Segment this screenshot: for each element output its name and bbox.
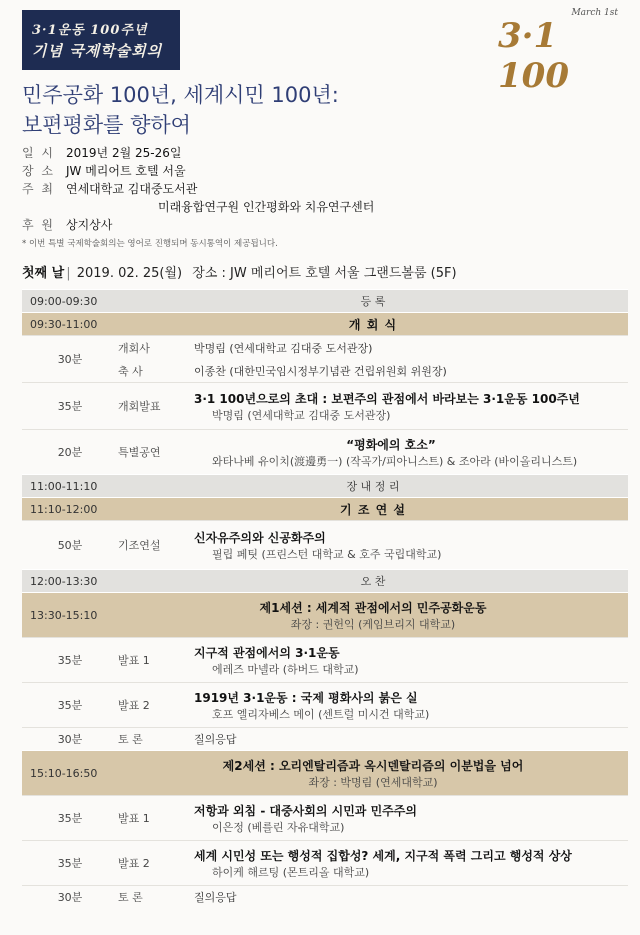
role-cell: 축 사 [118,364,143,378]
meta-host-2: 미래융합연구원 인간평화와 치유연구센터 [158,200,375,214]
content-cell [194,683,628,728]
day-date: 2019. 02. 25(월) [76,266,183,281]
talk-title: 저항과 외침 - 대중사회의 시민과 민주주의 [194,803,417,818]
content-cell [194,383,628,430]
role-cell: 개회발표 [118,383,194,430]
meta-venue: 장 소 JW 메리어트 호텔 서울 [22,164,186,178]
role-cell: 토 론 [118,886,194,909]
duration-cell: 35분 [22,841,118,886]
schedule-row-opening-address [22,336,628,360]
content-cell: 이종찬 (대한민국임시정부기념관 건립위원회 위원장) [194,364,447,378]
schedule-row-s2-talk-1 [22,796,628,841]
speaker: 필립 페팃 (프린스턴 대학교 & 호주 국립대학교) [212,547,442,561]
duration-cell: 30분 [22,886,118,909]
row-label: 개 회 식 [118,313,628,336]
talk-title: “평화에의 호소” [346,437,436,452]
brand-mark [498,6,618,96]
row-label: 등 록 [118,290,628,313]
day-header: 첫째 날 | 2019. 02. 25(월) 장소 : JW 메리어트 호텔 서울 그랜드볼룸 (5F) [22,266,457,281]
duration-cell: 35분 [22,383,118,430]
session-chair: 좌장 : 박명림 (연세대학교) [308,775,438,789]
content-cell [194,841,628,886]
time-cell: 15:10-16:50 [22,751,118,796]
meta-date: 일 시 2019년 2월 25-26일 [22,146,182,160]
speaker: 하이케 해르팅 (몬트리올 대학교) [212,865,370,879]
schedule-row-lunch [22,570,628,593]
talk-title: 1919년 3·1운동 : 국제 평화사의 붉은 실 [194,690,418,705]
duration-cell: 30분 [22,336,118,383]
speaker: 박명림 (연세대학교 김대중 도서관장) [212,408,391,422]
talk-title: 지구적 관점에서의 3·1운동 [194,645,340,660]
schedule-row-s2-discussion [22,886,628,909]
schedule-row-s1-talk-2 [22,683,628,728]
session-cell [118,593,628,638]
duration-cell: 30분 [22,728,118,751]
schedule-row-session-2 [22,751,628,796]
day-venue: 장소 : JW 메리어트 호텔 서울 그랜드볼룸 (5F) [192,266,457,281]
role-cell: 발표 1 [118,638,194,683]
brand-number: 3·1 100 [498,16,569,96]
speaker: 에레즈 마넬라 (하버드 대학교) [212,662,359,676]
schedule-row-keynote-speech [22,521,628,570]
title-line-2: 보편평화를 향하여 [22,113,191,137]
speaker: 호프 엘리자베스 메이 (센트럴 미시건 대학교) [212,707,430,721]
role-cell: 발표 2 [118,841,194,886]
duration-cell: 35분 [22,796,118,841]
schedule-row-s1-talk-1 [22,638,628,683]
session-chair: 좌장 : 권헌익 (케임브리지 대학교) [290,617,456,631]
content-cell: 질의응답 [194,728,628,751]
talk-title: 3·1 100년으로의 초대 : 보편주의 관점에서 바라보는 3·1운동 100주년 [194,391,580,406]
content-cell: 질의응답 [194,886,628,909]
talk-title: 세계 시민성 또는 행성적 집합성? 세계, 지구적 폭력 그리고 행성적 상상 [194,848,572,863]
meta-sponsor: 후 원 상지상사 [22,218,113,232]
speaker: 와타나베 유이치(渡邊勇一) (작곡가/피아니스트) & 조아라 (바이올리니스트) [212,454,578,468]
logo-line-2: 기념 국제학술회의 [32,42,163,60]
role-cell: 토 론 [118,728,194,751]
schedule-row-s1-discussion [22,728,628,751]
time-cell: 12:00-13:30 [22,570,118,593]
content-cell: 박명림 (연세대학교 김대중 도서관장) [194,336,628,360]
schedule-row-s2-talk-2 [22,841,628,886]
talk-title: 신자유주의와 신공화주의 [194,530,326,545]
schedule-row-keynote-invite [22,383,628,430]
time-cell: 13:30-15:10 [22,593,118,638]
duration-cell: 20분 [22,430,118,475]
row-label: 오 찬 [118,570,628,593]
time-cell: 11:00-11:10 [22,475,118,498]
time-cell: 09:00-09:30 [22,290,118,313]
schedule-row-performance [22,430,628,475]
day-label: 첫째 날 [22,266,65,281]
role-cell: 특별공연 [118,430,194,475]
content-cell [194,638,628,683]
logo-line-1: 3·1운동 100주년 [32,23,148,38]
session-title: 제2세션 : 오리엔탈리즘과 옥시덴탈리즘의 이분법을 넘어 [222,758,524,773]
duration-cell: 35분 [22,638,118,683]
role-cell: 발표 2 [118,683,194,728]
session-title: 제1세션 : 세계적 관점에서의 민주공화운동 [259,600,487,615]
duration-cell: 35분 [22,683,118,728]
role-cell: 개회사 [118,336,194,360]
schedule-row-session-1 [22,593,628,638]
duration-cell: 50분 [22,521,118,570]
content-cell [194,430,628,475]
event-logo [22,10,180,70]
brand-small-text: March 1st [571,8,618,18]
content-cell [194,521,628,570]
content-cell [194,796,628,841]
page-title [22,80,339,140]
title-line-1: 민주공화 100년, 세계시민 100년: [22,83,339,107]
time-cell: 11:10-12:00 [22,498,118,521]
schedule-row-reset [22,475,628,498]
row-label: 기 조 연 설 [118,498,628,521]
meta-host: 주 최 연세대학교 김대중도서관 [22,182,198,196]
schedule-table [22,289,628,908]
session-cell [118,751,628,796]
role-cell: 발표 1 [118,796,194,841]
role-cell: 기조연설 [118,521,194,570]
speaker: 이은정 (베를린 자유대학교) [212,820,345,834]
time-cell: 09:30-11:00 [22,313,118,336]
interpretation-note: * 이번 특별 국제학술회의는 영어로 진행되며 동시통역이 제공됩니다. [22,239,278,249]
row-label: 장 내 정 리 [118,475,628,498]
schedule-row-keynote [22,498,628,521]
schedule-row-registration [22,290,628,313]
schedule-row-opening [22,313,628,336]
